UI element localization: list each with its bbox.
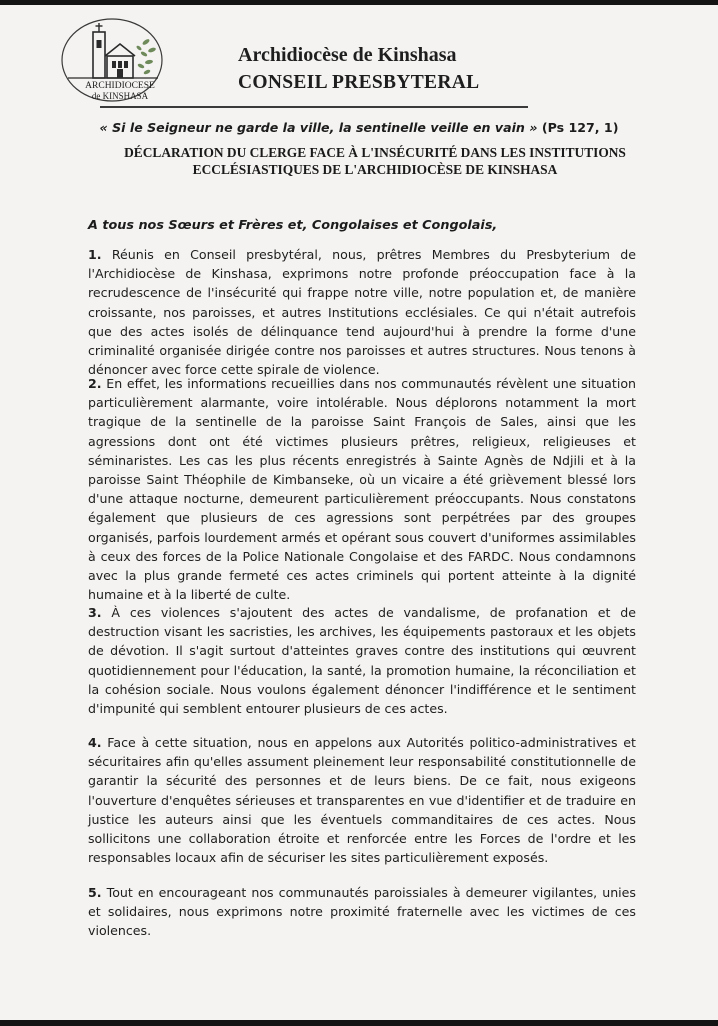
declaration-title-line2: ECCLÉSIASTIQUES DE L'ARCHIDIOCÈSE DE KINSHASA	[192, 162, 558, 177]
paragraph-4	[88, 733, 636, 867]
paragraph-5	[88, 883, 636, 941]
archdiocese-logo	[60, 18, 165, 106]
paragraph-1	[88, 245, 636, 379]
top-border	[0, 0, 718, 5]
paragraph-text: À ces violences s'ajoutent des actes de vandalisme, de profanation et de destruction visant les sacristies, les archives, les équipements pastoraux et les objets de dévotion. Il s'agit surtout d'atteintes graves contre des institutions qui œuvrent quotidiennement pour l'éducation, la santé, la promotion humaine, la réconciliation et la cohésion sociale. Nous voulons également dénoncer l'indifférence et le sentiment d'impunité qui semblent entourer plusieurs de ces actes.	[88, 605, 636, 717]
paragraph-number: 5.	[88, 885, 102, 900]
epigraph-reference: (Ps 127, 1)	[541, 120, 619, 135]
logo-text-kinshasa: de KINSHASA	[91, 91, 149, 101]
organization-name: Archidiocèse de Kinshasa	[238, 44, 457, 66]
paragraph-text: Tout en encourageant nos communautés paroissiales à demeurer vigilantes, unies et solidaires, nous exprimons notre proximité fraternelle avec les victimes de ces violences.	[88, 885, 636, 939]
header-rule	[100, 106, 528, 108]
paragraph-number: 4.	[88, 735, 102, 750]
paragraph-3	[88, 603, 636, 718]
council-name: CONSEIL PRESBYTERAL	[238, 72, 480, 93]
bottom-border	[0, 1020, 718, 1026]
paragraph-2	[88, 374, 636, 604]
epigraph	[0, 120, 718, 135]
paragraph-text: En effet, les informations recueillies dans nos communautés révèlent une situation particulièrement alarmante, voire intolérable. Nous déplorons notamment la mort tragique de la sentinelle de la paroisse Saint François de Sales, ainsi que les agressions dont ont été victimes plusieurs prêtres, religieux, religieuses et séminaristes. Les cas les plus récents enregistrés à Sainte Agnès de Ndjili et à la paroisse Saint Théophile de Kimbanseke, où un vicaire a été grièvement blessé lors d'une attaque nocturne, demeurent particulièrement préoccupants. Nous constatons également que plusieurs de ces agressions sont perpétrées par des groupes organisés, parfois lourdement armés et opérant sous couvert d'uniformes assimilables à ceux des forces de la Police Nationale Congolaise et des FARDC. Nous condamnons avec la plus grande fermeté ces actes criminels qui portent atteinte à la dignité humaine et à la liberté de culte.	[88, 376, 637, 603]
paragraph-number: 1.	[88, 247, 102, 262]
paragraph-text: Face à cette situation, nous en appelons aux Autorités politico-administratives et sécuritaires afin qu'elles assument pleinement leur responsabilité constitutionnelle de garantir la sécurité des personnes et de leurs biens. De ce fait, nous exigeons l'ouverture d'enquêtes sérieuses et transparentes en vue d'identifier et de traduire en justice les auteurs ainsi que les éventuels commanditaires de ces actes. Nous sollicitons une collaboration étroite et renforcée entre les Forces de l'ordre et les responsables locaux afin de sécuriser les sites particulièrement exposés.	[88, 735, 636, 866]
declaration-title-line1: DÉCLARATION DU CLERGE FACE À L'INSÉCURITÉ DANS LES INSTITUTIONS	[124, 145, 626, 160]
paragraph-number: 3.	[88, 605, 102, 620]
paragraph-number: 2.	[88, 376, 102, 391]
salutation: A tous nos Sœurs et Frères et, Congolaises et Congolais,	[88, 218, 498, 233]
epigraph-text: « Si le Seigneur ne garde la ville, la sentinelle veille en vain »	[99, 120, 538, 135]
logo-text-archdiocese: ARCHIDIOCESE	[85, 81, 155, 91]
paragraph-text: Réunis en Conseil presbytéral, nous, prêtres Membres du Presbyterium de l'Archidiocèse de Kinshasa, exprimons notre profonde préoccupation face à la recrudescence de l'insécurité qui frappe notre ville, notre population et, de manière croissante, nos paroisses, et autres Institutions ecclésiales. Ce qui n'était autrefois que des actes isolés de délinquance tend aujourd'hui à prendre la forme d'une criminalité organisée dirigée contre nos paroisses et autres structures. Nous tenons à dénoncer avec force cette spirale de violence.	[88, 247, 636, 378]
